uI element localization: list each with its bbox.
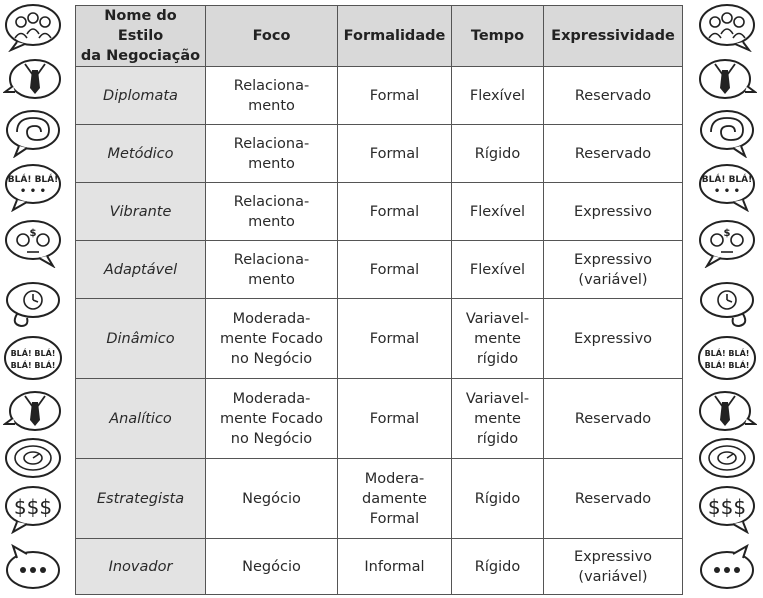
focus-cell: Moderada- mente Focado no Negócio [206, 299, 338, 379]
svg-text:BLÁ! BLÁ!: BLÁ! BLÁ! [10, 349, 56, 358]
clock-bubble-icon [3, 280, 63, 330]
style-name-cell: Estrategista [76, 459, 206, 539]
expressiveness-cell: Reservado [544, 125, 683, 183]
formality-cell: Formal [338, 183, 452, 241]
group-of-people-icon [697, 2, 757, 52]
formality-cell: Formal [338, 67, 452, 125]
formality-cell: Modera- damente Formal [338, 459, 452, 539]
svg-text:$: $ [29, 228, 37, 239]
bla-bla-multi-bubble-icon [697, 334, 757, 384]
spiral-target-bubble-icon [3, 434, 63, 484]
focus-cell: Relaciona- mento [206, 125, 338, 183]
svg-text:$$$: $$$ [13, 495, 53, 519]
spiral-target-bubble-icon [697, 434, 757, 484]
time-cell: Rígido [452, 539, 544, 595]
svg-text:$$$: $$$ [707, 495, 747, 519]
style-name-cell: Adaptável [76, 241, 206, 299]
style-name-cell: Analítico [76, 379, 206, 459]
expressiveness-cell: Expressivo (variável) [544, 241, 683, 299]
necktie-bubble-icon [3, 388, 63, 438]
table-row [76, 67, 683, 125]
bla-bla-bubble-icon [697, 162, 757, 212]
table-row [76, 539, 683, 595]
focus-cell: Negócio [206, 539, 338, 595]
necktie-bubble-icon [697, 56, 757, 106]
money-eyes-face-icon [697, 218, 757, 268]
focus-cell: Moderada- mente Focado no Negócio [206, 379, 338, 459]
brain-bubble-icon [697, 108, 757, 158]
style-name-cell: Inovador [76, 539, 206, 595]
dollar-signs-bubble-icon [3, 484, 63, 534]
formality-cell: Formal [338, 125, 452, 183]
svg-text:BLÁ! BLÁ!: BLÁ! BLÁ! [704, 361, 750, 370]
group-of-people-icon [3, 2, 63, 52]
header-time: Tempo [452, 6, 544, 67]
brain-bubble-icon [3, 108, 63, 158]
formality-cell: Formal [338, 379, 452, 459]
formality-cell: Formal [338, 299, 452, 379]
table-row [76, 299, 683, 379]
right-icon-column [694, 0, 760, 598]
table-row [76, 241, 683, 299]
style-name-cell: Dinâmico [76, 299, 206, 379]
header-expressiveness: Expressividade [544, 6, 683, 67]
table-row [76, 183, 683, 241]
left-icon-column [0, 0, 66, 598]
dollar-signs-bubble-icon [697, 484, 757, 534]
svg-text:BLÁ! BLÁ!: BLÁ! BLÁ! [7, 175, 59, 185]
money-eyes-face-icon [3, 218, 63, 268]
necktie-bubble-icon [3, 56, 63, 106]
time-cell: Variavel- mente rígido [452, 299, 544, 379]
svg-text:BLÁ! BLÁ!: BLÁ! BLÁ! [10, 361, 56, 370]
header-focus: Foco [206, 6, 338, 67]
bla-bla-bubble-icon [3, 162, 63, 212]
table-row [76, 125, 683, 183]
svg-text:BLÁ! BLÁ!: BLÁ! BLÁ! [704, 349, 750, 358]
ellipsis-bubble-icon [697, 542, 757, 592]
time-cell: Rígido [452, 459, 544, 539]
expressiveness-cell: Expressivo [544, 183, 683, 241]
formality-cell: Formal [338, 241, 452, 299]
formality-cell: Informal [338, 539, 452, 595]
style-name-cell: Metódico [76, 125, 206, 183]
style-name-cell: Vibrante [76, 183, 206, 241]
expressiveness-cell: Reservado [544, 379, 683, 459]
svg-text:BLÁ! BLÁ!: BLÁ! BLÁ! [701, 175, 753, 185]
style-name-cell: Diplomata [76, 67, 206, 125]
necktie-bubble-icon [697, 388, 757, 438]
focus-cell: Relaciona- mento [206, 183, 338, 241]
time-cell: Flexível [452, 67, 544, 125]
time-cell: Flexível [452, 183, 544, 241]
expressiveness-cell: Reservado [544, 67, 683, 125]
table-row [76, 379, 683, 459]
focus-cell: Negócio [206, 459, 338, 539]
ellipsis-bubble-icon [3, 542, 63, 592]
focus-cell: Relaciona- mento [206, 67, 338, 125]
time-cell: Variavel- mente rígido [452, 379, 544, 459]
time-cell: Rígido [452, 125, 544, 183]
expressiveness-cell: Reservado [544, 459, 683, 539]
bla-bla-multi-bubble-icon [3, 334, 63, 384]
svg-text:• • •: • • • [713, 186, 741, 197]
svg-text:• • •: • • • [19, 186, 47, 197]
expressiveness-cell: Expressivo [544, 299, 683, 379]
negotiation-styles-table [75, 5, 683, 595]
table-row [76, 459, 683, 539]
time-cell: Flexível [452, 241, 544, 299]
focus-cell: Relaciona- mento [206, 241, 338, 299]
table-header-row [76, 6, 683, 67]
clock-bubble-icon [697, 280, 757, 330]
expressiveness-cell: Expressivo (variável) [544, 539, 683, 595]
svg-text:$: $ [723, 228, 731, 239]
header-style-name: Nome do Estilo da Negociação [76, 6, 206, 67]
header-formality: Formalidade [338, 6, 452, 67]
